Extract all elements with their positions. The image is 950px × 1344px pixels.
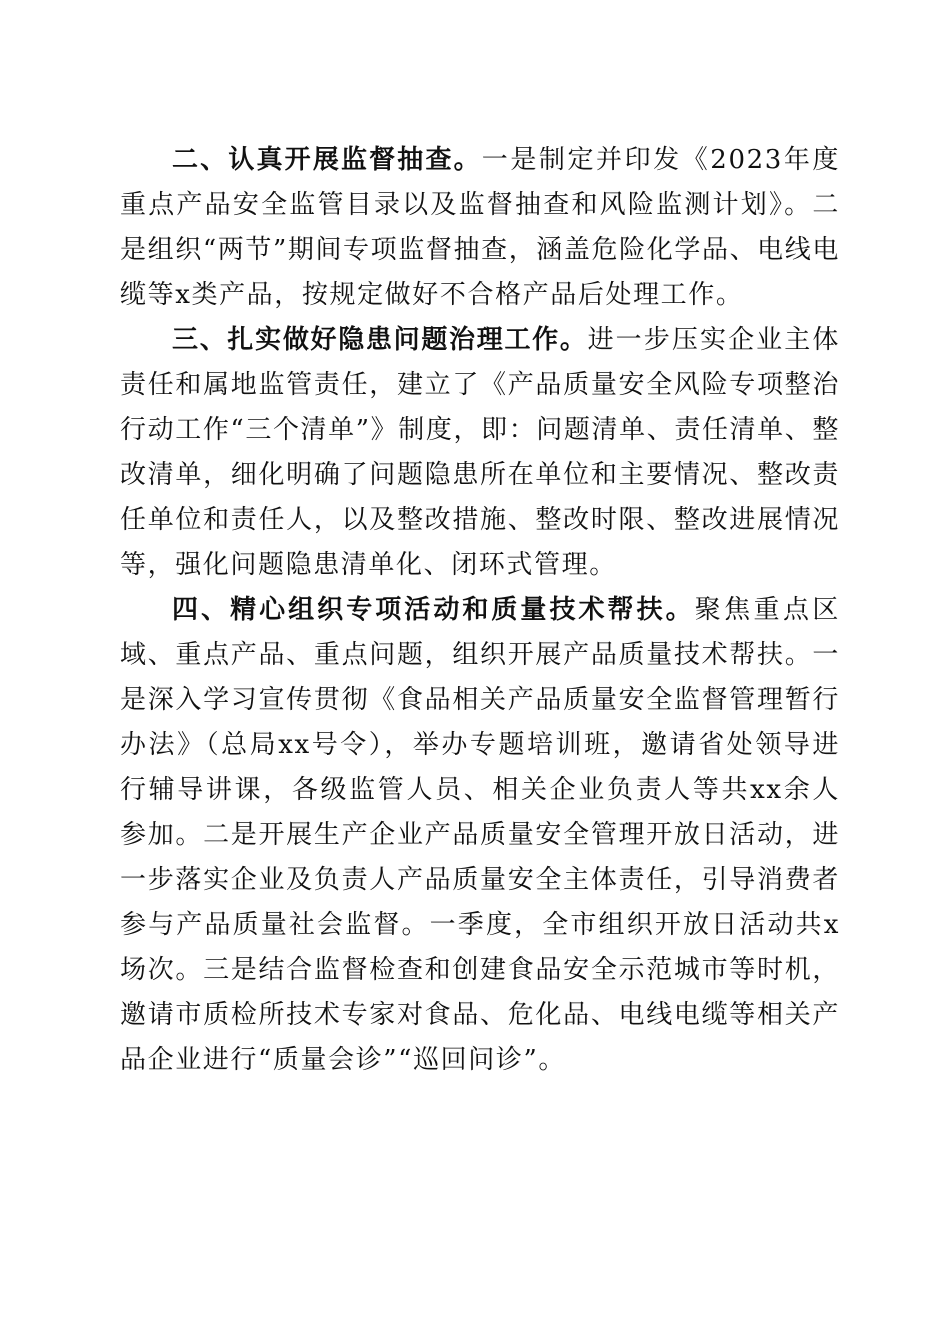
- paragraph-special-activities: [120, 588, 840, 1083]
- paragraph-heading: 二、认真开展监督抽查。: [172, 145, 482, 175]
- paragraph-heading: 三、扎实做好隐患问题治理工作。: [172, 325, 588, 355]
- paragraph-heading: 四、精心组织专项活动和质量技术帮扶。: [172, 595, 695, 625]
- paragraph-text: 进一步压实企业主体责任和属地监管责任，建立了《产品质量安全风险专项整治行动工作“三个清单”》制度，即：问题清单、责任清单、整改清单，细化明确了问题隐患所在单位和主要情况、整改责任单位和责任人，以及整改措施、整改时限、整改进展情况等，强化问题隐患清单化、闭环式管理。: [120, 325, 840, 580]
- paragraph-supervision-inspection: [120, 138, 840, 318]
- paragraph-text: 聚焦重点区域、重点产品、重点问题，组织开展产品质量技术帮扶。一是深入学习宣传贯彻《食品相关产品质量安全监督管理暂行办法》（总局xx号令），举办专题培训班，邀请省处领导进行辅导讲课，各级监管人员、相关企业负责人等共xx余人参加。二是开展生产企业产品质量安全管理开放日活动，进一步落实企业及负责人产品质量安全主体责任，引导消费者参与产品质量社会监督。一季度，全市组织开放日活动共x场次。三是结合监督检查和创建食品安全示范城市等时机，邀请市质检所技术专家对食品、危化品、电线电缆等相关产品企业进行“质量会诊”“巡回问诊”。: [120, 595, 840, 1075]
- paragraph-text: 一是制定并印发《2023年度重点产品安全监管目录以及监督抽查和风险监测计划》。二是组织“两节”期间专项监督抽查，涵盖危险化学品、电线电缆等x类产品，按规定做好不合格产品后处理工作。: [120, 145, 840, 310]
- document-body: [120, 138, 840, 1083]
- paragraph-hazard-governance: [120, 318, 840, 588]
